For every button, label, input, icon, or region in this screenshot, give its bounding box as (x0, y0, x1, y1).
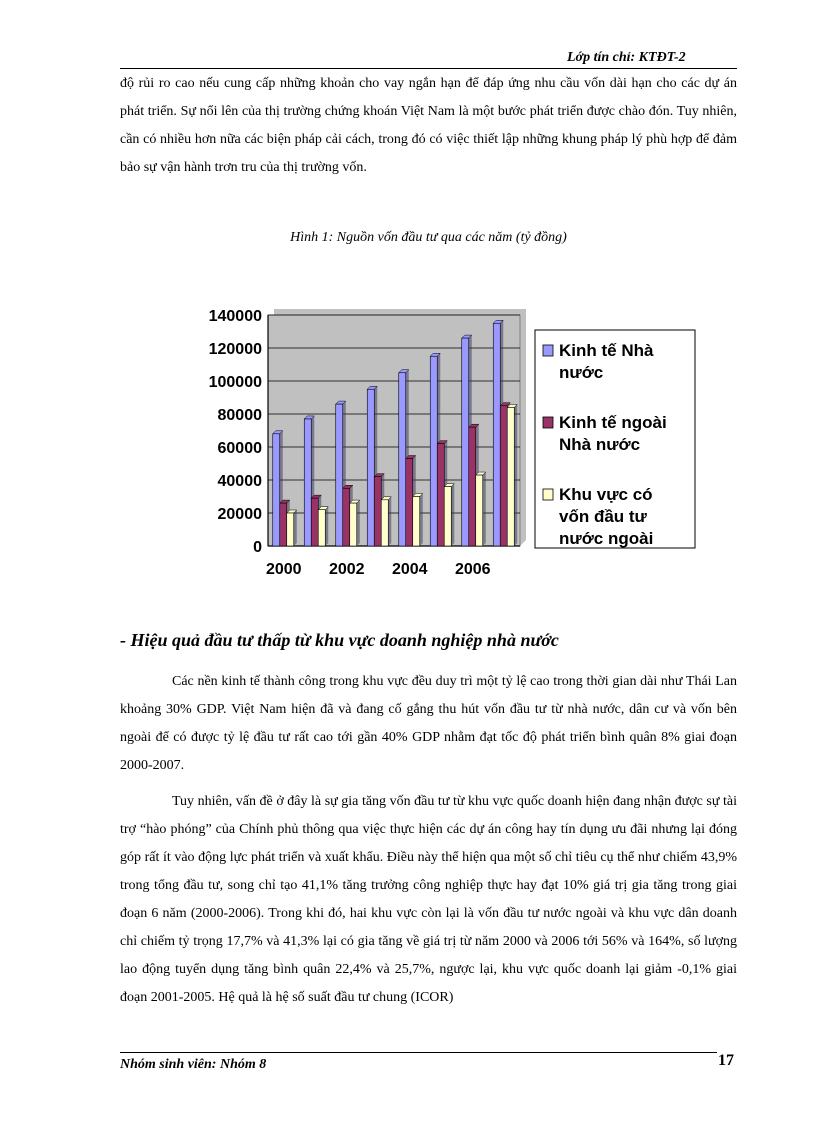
bar (493, 323, 500, 546)
page-number: 17 (718, 1052, 734, 1069)
y-tick-label: 140000 (208, 308, 262, 325)
x-tick-label: 2006 (454, 561, 491, 578)
y-tick-label: 60000 (217, 440, 262, 457)
legend-swatch (543, 345, 553, 356)
figure-caption: Hình 1: Nguồn vốn đầu tư qua các năm (tỷ đồng) (290, 230, 567, 245)
bar (350, 503, 357, 546)
bar-side (325, 507, 328, 546)
course-label: Lớp tín chỉ: KTĐT-2 (567, 50, 686, 65)
bar (399, 373, 406, 546)
x-tick-label: 2000 (265, 561, 302, 578)
bar (430, 356, 437, 546)
bar-side (420, 494, 423, 547)
footer-group: Nhóm sinh viên: Nhóm 8 (120, 1057, 267, 1072)
section-heading: - Hiệu quả đầu tư thấp từ khu vực doanh nghiệp nhà nước (120, 630, 559, 650)
header-divider (120, 68, 737, 69)
y-tick-label: 20000 (217, 506, 262, 523)
legend-label: Khu vực có (559, 485, 653, 504)
bar (500, 406, 507, 546)
bar-side (514, 404, 517, 546)
bar (507, 407, 514, 546)
bar (336, 404, 343, 546)
legend-swatch (543, 417, 553, 428)
y-tick-label: 40000 (217, 473, 262, 490)
y-tick-label: 80000 (217, 407, 262, 424)
y-tick-label: 100000 (208, 374, 262, 391)
bar (273, 434, 280, 546)
bar (367, 389, 374, 546)
bar (444, 487, 451, 546)
bar (469, 427, 476, 546)
legend-swatch (543, 489, 553, 500)
bar (413, 497, 420, 547)
legend-label: Kinh tế ngoài (559, 413, 667, 432)
bar-side (294, 510, 297, 546)
y-tick-label: 0 (253, 539, 262, 556)
bar-side (357, 500, 360, 546)
paragraph-2: Tuy nhiên, vấn đề ở đây là sự gia tăng vốn đầu tư từ khu vực quốc doanh hiện đang nhận được sự tài trợ “hào phóng” của Chính phủ thông qua việc thực hiện các dự án công hay tín dụng ưu đãi nhưng lại đóng góp rất ít vào động lực phát triển và xuất khẩu. Điều này thể hiện qua một số chỉ tiêu cụ thể như chiếm 43,9% trong tổng đầu tư, song chỉ tạo 41,1% tăng trưởng công nghiệp thực hay đạt 10% giá trị gia tăng trong giai đoạn 6 năm (2000-2006). Trong khi đó, hai khu vực còn lại là vốn đầu tư nước ngoài và khu vực dân doanh chỉ chiếm tỷ trọng 17,7% và 41,3% lại có gia tăng về giá trị từ năm 2000 và 2006 tới 56% và 164%, số lượng lao động tuyển dụng tăng bình quân 22,4% và 25,7%, ngược lại, khu vực quốc doanh lại giảm -0,1% giai đoạn 2001-2005. Hệ quả là hệ số suất đầu tư chung (ICOR) (120, 794, 737, 1005)
x-tick-label: 2004 (391, 561, 428, 578)
bar (476, 475, 483, 546)
investment-bar-chart (180, 290, 700, 590)
bar (304, 419, 311, 546)
y-tick-label: 120000 (208, 341, 262, 358)
bar (287, 513, 294, 546)
bar (381, 500, 388, 546)
bar (343, 488, 350, 546)
legend-label: Nhà nước (559, 435, 641, 454)
bar (437, 444, 444, 546)
bar (406, 459, 413, 546)
x-tick-label: 2002 (328, 561, 365, 578)
bar (311, 498, 318, 546)
bar-side (388, 497, 391, 546)
legend-label: vốn đầu tư (559, 507, 647, 526)
legend-label: nước (559, 363, 604, 382)
footer-divider (120, 1052, 717, 1053)
bar (318, 510, 325, 546)
bar-side (451, 484, 454, 546)
bar (280, 503, 287, 546)
paragraph-1: Các nền kinh tế thành công trong khu vực đều duy trì một tỷ lệ cao trong thời gian dài như Thái Lan khoảng 30% GDP. Việt Nam hiện đã và đang cố gắng thu hút vốn đầu tư từ nhà nước, dân cư và vốn bên ngoài để có được tỷ lệ đầu tư rất cao tới gần 40% GDP nhằm đạt tốc độ phát triển bình quân 8% giai đoạn 2000-2007. (120, 674, 737, 773)
bar (462, 338, 469, 546)
legend-label: Kinh tế Nhà (559, 341, 654, 360)
intro-paragraph: độ rủi ro cao nếu cung cấp những khoản cho vay ngắn hạn để đáp ứng nhu cầu vốn dài hạn cho các dự án phát triển. Sự nổi lên của thị trường chứng khoán Việt Nam là một bước phát triển được chào đón. Tuy nhiên, cần có nhiều hơn nữa các biện pháp cải cách, trong đó có việc thiết lập những khung pháp lý phù hợp để đảm bảo sự vận hành trơn tru của thị trường vốn. (120, 76, 737, 175)
legend-label: nước ngoài (559, 529, 654, 548)
bar (374, 477, 381, 546)
bar-side (483, 472, 486, 546)
